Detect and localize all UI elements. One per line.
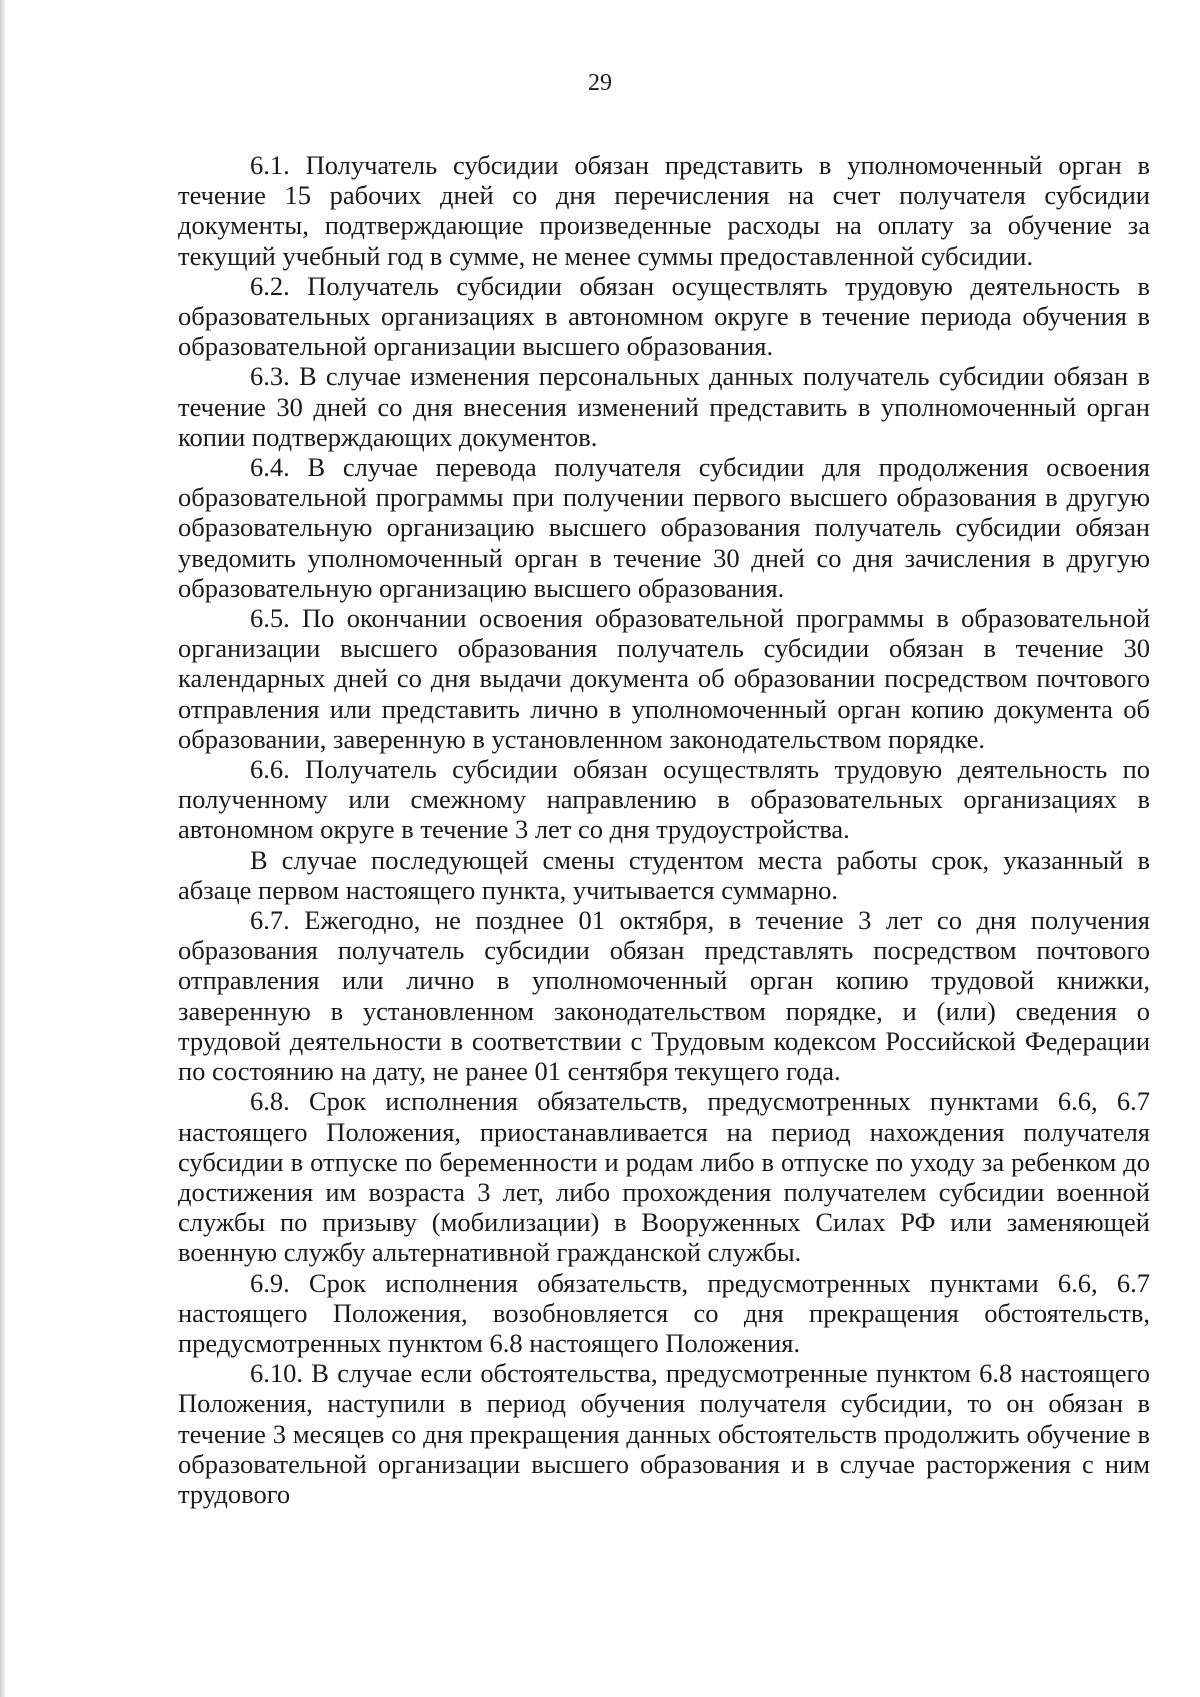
scan-edge-shadow <box>0 0 6 1697</box>
paragraph-6-1: 6.1. Получатель субсидии обязан представить в уполномоченный орган в течение 15 рабочих дней со дня перечисления на счет получателя субсидии документы, подтверждающие произведенные расходы на оплату за обучение за текущий учебный год в сумме, не менее суммы предоставленной субсидии. <box>178 150 1150 271</box>
paragraph-6-9: 6.9. Срок исполнения обязательств, предусмотренных пунктами 6.6, 6.7 настоящего Положения, возобновляется со дня прекращения обстоятельств, предусмотренных пунктом 6.8 настоящего Положения. <box>178 1267 1150 1358</box>
paragraph-6-8: 6.8. Срок исполнения обязательств, предусмотренных пунктами 6.6, 6.7 настоящего Положения, приостанавливается на период нахождения получателя субсидии в отпуске по беременности и родам либо в отпуске по уходу за ребенком до достижения им возраста 3 лет, либо прохождения получателем субсидии военной службы по призыву (мобилизации) в Вооруженных Силах РФ или заменяющей военную службу альтернативной гражданской службы. <box>178 1086 1150 1268</box>
paragraph-6-6: 6.6. Получатель субсидии обязан осуществлять трудовую деятельность по полученному или смежному направлению в образовательных организациях в автономном округе в течение 3 лет со дня трудоустройства. <box>178 754 1150 845</box>
paragraph-6-7: 6.7. Ежегодно, не позднее 01 октября, в течение 3 лет со дня получения образования получатель субсидии обязан представлять посредством почтового отправления или лично в уполномоченный орган копию трудовой книжки, заверенную в установленном законодательством порядке, и (или) сведения о трудовой деятельности в соответствии с Трудовым кодексом Российской Федерации по состоянию на дату, не ранее 01 сентября текущего года. <box>178 905 1150 1087</box>
page-number: 29 <box>588 70 612 96</box>
paragraph-6-4: 6.4. В случае перевода получателя субсидии для продолжения освоения образовательной программы при получении первого высшего образования в другую образовательную организацию высшего образования получатель субсидии обязан уведомить уполномоченный орган в течение 30 дней со дня зачисления в другую образовательную организацию высшего образования. <box>178 452 1150 603</box>
paragraph-6-5: 6.5. По окончании освоения образовательной программы в образовательной организации высшего образования получатель субсидии обязан в течение 30 календарных дней со дня выдачи документа об образовании посредством почтового отправления или представить лично в уполномоченный орган копию документа об образовании, заверенную в установленном законодательством порядке. <box>178 603 1150 754</box>
document-body <box>178 150 1150 1509</box>
paragraph-6-10: 6.10. В случае если обстоятельства, предусмотренные пунктом 6.8 настоящего Положения, наступили в период обучения получателя субсидии, то он обязан в течение 3 месяцев со дня прекращения данных обстоятельств продолжить обучение в образовательной организации высшего образования и в случае расторжения с ним трудового <box>178 1358 1150 1509</box>
paragraph-6-6-second: В случае последующей смены студентом места работы срок, указанный в абзаце первом настоящего пункта, учитывается суммарно. <box>178 844 1150 905</box>
paragraph-6-3: 6.3. В случае изменения персональных данных получатель субсидии обязан в течение 30 дней со дня внесения изменений представить в уполномоченный орган копии подтверждающих документов. <box>178 361 1150 452</box>
paragraph-6-2: 6.2. Получатель субсидии обязан осуществлять трудовую деятельность в образовательных организациях в автономном округе в течение периода обучения в образовательной организации высшего образования. <box>178 270 1150 362</box>
